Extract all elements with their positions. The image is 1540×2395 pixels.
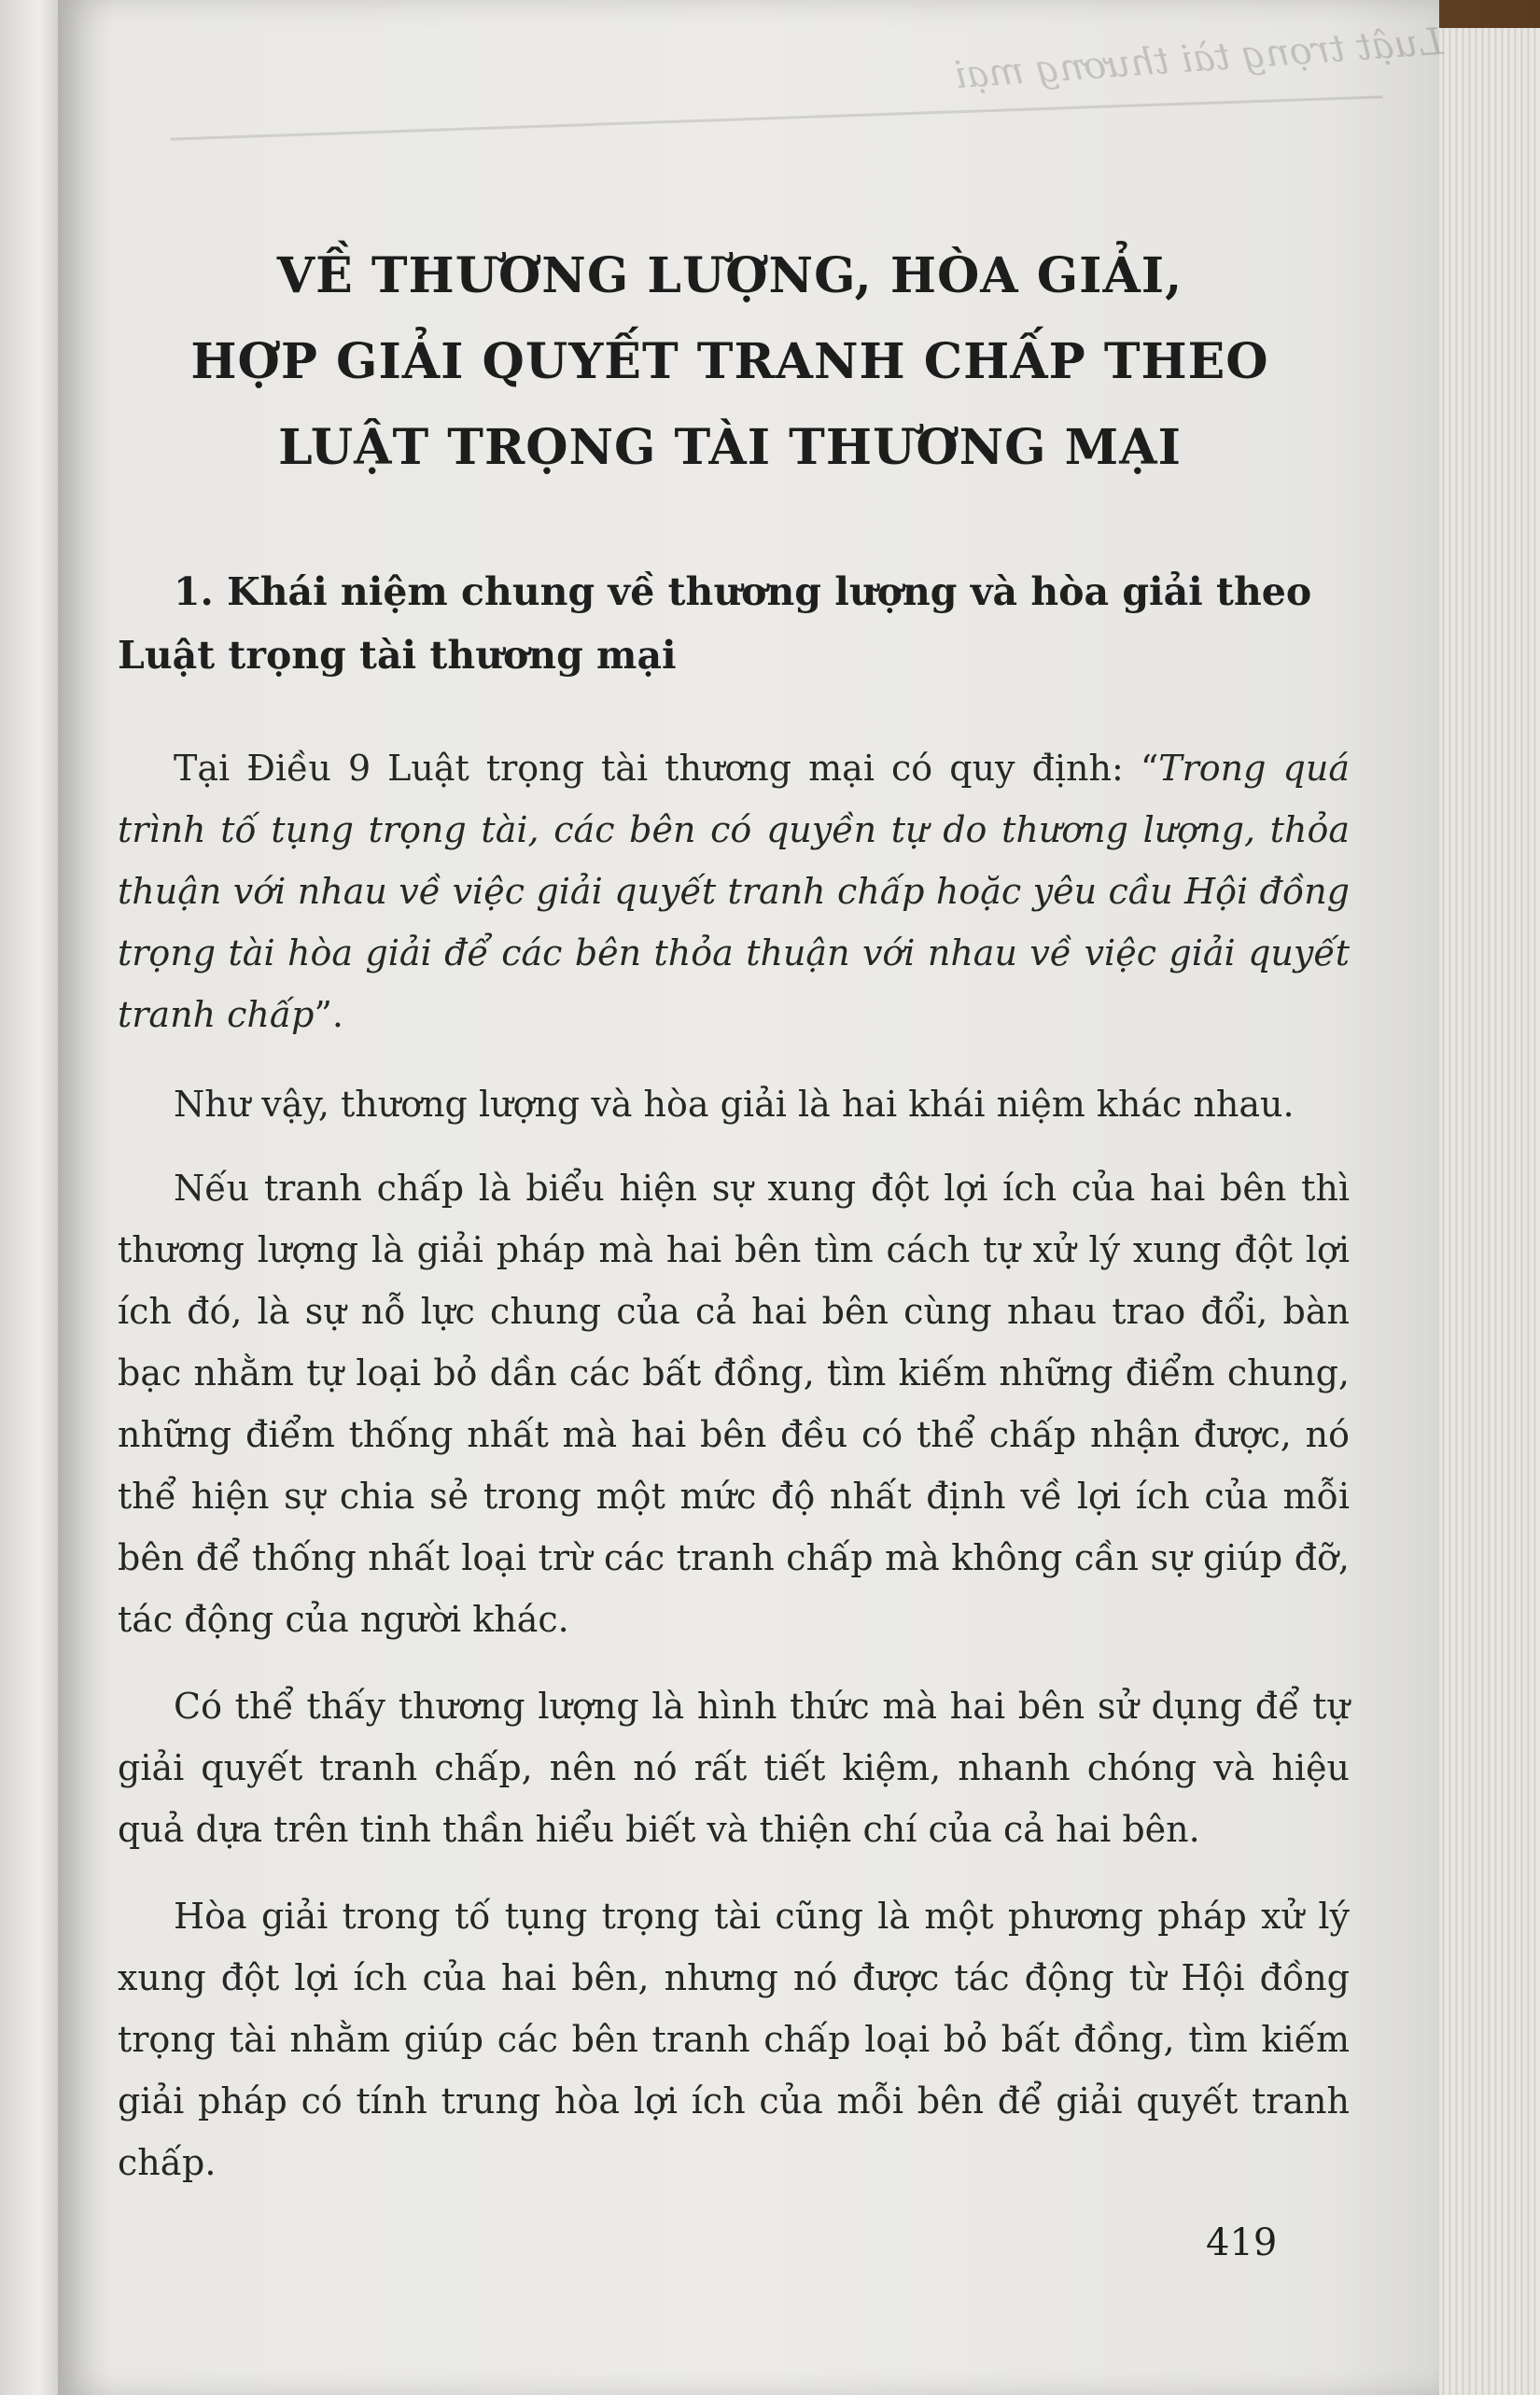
chapter-title-line-2: HỢP GIẢI QUYẾT TRANH CHẤP THEO [190, 333, 1269, 390]
section-heading-line-1: 1. Khái niệm chung về thương lượng và hòa giải theo [174, 569, 1312, 614]
chapter-title-line-3: LUẬT TRỌNG TÀI THƯƠNG MẠI [278, 419, 1182, 476]
paragraph-conciliation-text: Hòa giải trong tố tụng trọng tài cũng là một phương pháp xử lý xung đột lợi ích của hai bên, nhưng nó được tác động từ Hội đồng trọng tài nhằm giúp các bên tranh chấp loại bỏ bất đồng, tìm kiếm giải pháp có tính trung hòa lợi ích của mỗi bên để giải quyết tranh chấp. [118, 1896, 1350, 2183]
bleed-through-rule [170, 95, 1382, 140]
paragraph-negotiation-definition [118, 1157, 1350, 1650]
paragraph-conciliation [118, 1885, 1350, 2193]
page-number: 419 [1206, 2221, 1278, 2264]
chapter-title [170, 233, 1290, 491]
paragraph-article-9-quote: Trong quá trình tố tụng trọng tài, các bên có quyền tự do thương lượng, thỏa thuận với nhau về việc giải quyết tranh chấp hoặc yêu cầu Hội đồng trọng tài hòa giải để các bên thỏa thuận với nhau về việc giải quyết tranh chấp [118, 748, 1350, 1035]
paragraph-article-9-intro: Tại Điều 9 Luật trọng tài thương mại có quy định: “ [174, 748, 1159, 789]
paragraph-distinction [118, 1073, 1350, 1135]
section-heading [118, 560, 1350, 687]
section-heading-line-2: Luật trọng tài thương mại [118, 633, 677, 678]
left-facing-page-edge [0, 0, 65, 2395]
paragraph-negotiation-benefits [118, 1675, 1350, 1860]
paragraph-article-9-end: ”. [314, 994, 343, 1035]
paragraph-distinction-text: Như vậy, thương lượng và hòa giải là hai khái niệm khác nhau. [174, 1084, 1295, 1125]
paragraph-article-9 [118, 737, 1350, 1045]
paragraph-negotiation-benefits-text: Có thể thấy thương lượng là hình thức mà hai bên sử dụng để tự giải quyết tranh chấp, nên nó rất tiết kiệm, nhanh chóng và hiệu quả dựa trên tinh thần hiểu biết và thiện chí của cả hai bên. [118, 1686, 1350, 1850]
bleed-through-running-header: Luật trọng tài thương mại [953, 20, 1445, 98]
paragraph-negotiation-definition-text: Nếu tranh chấp là biểu hiện sự xung đột lợi ích của hai bên thì thương lượng là giải pháp mà hai bên tìm cách tự xử lý xung đột lợi ích đó, là sự nỗ lực chung của cả hai bên cùng nhau trao đổi, bàn bạc nhằm tự loại bỏ dần các bất đồng, tìm kiếm những điểm chung, những điểm thống nhất mà hai bên đều có thể chấp nhận được, nó thể hiện sự chia sẻ trong một mức độ nhất định về lợi ích của mỗi bên để thống nhất loại trừ các tranh chấp mà không cần sự giúp đỡ, tác động của người khác. [118, 1168, 1350, 1640]
book-page [58, 0, 1445, 2395]
chapter-title-line-1: VỀ THƯƠNG LƯỢNG, HÒA GIẢI, [276, 247, 1183, 304]
